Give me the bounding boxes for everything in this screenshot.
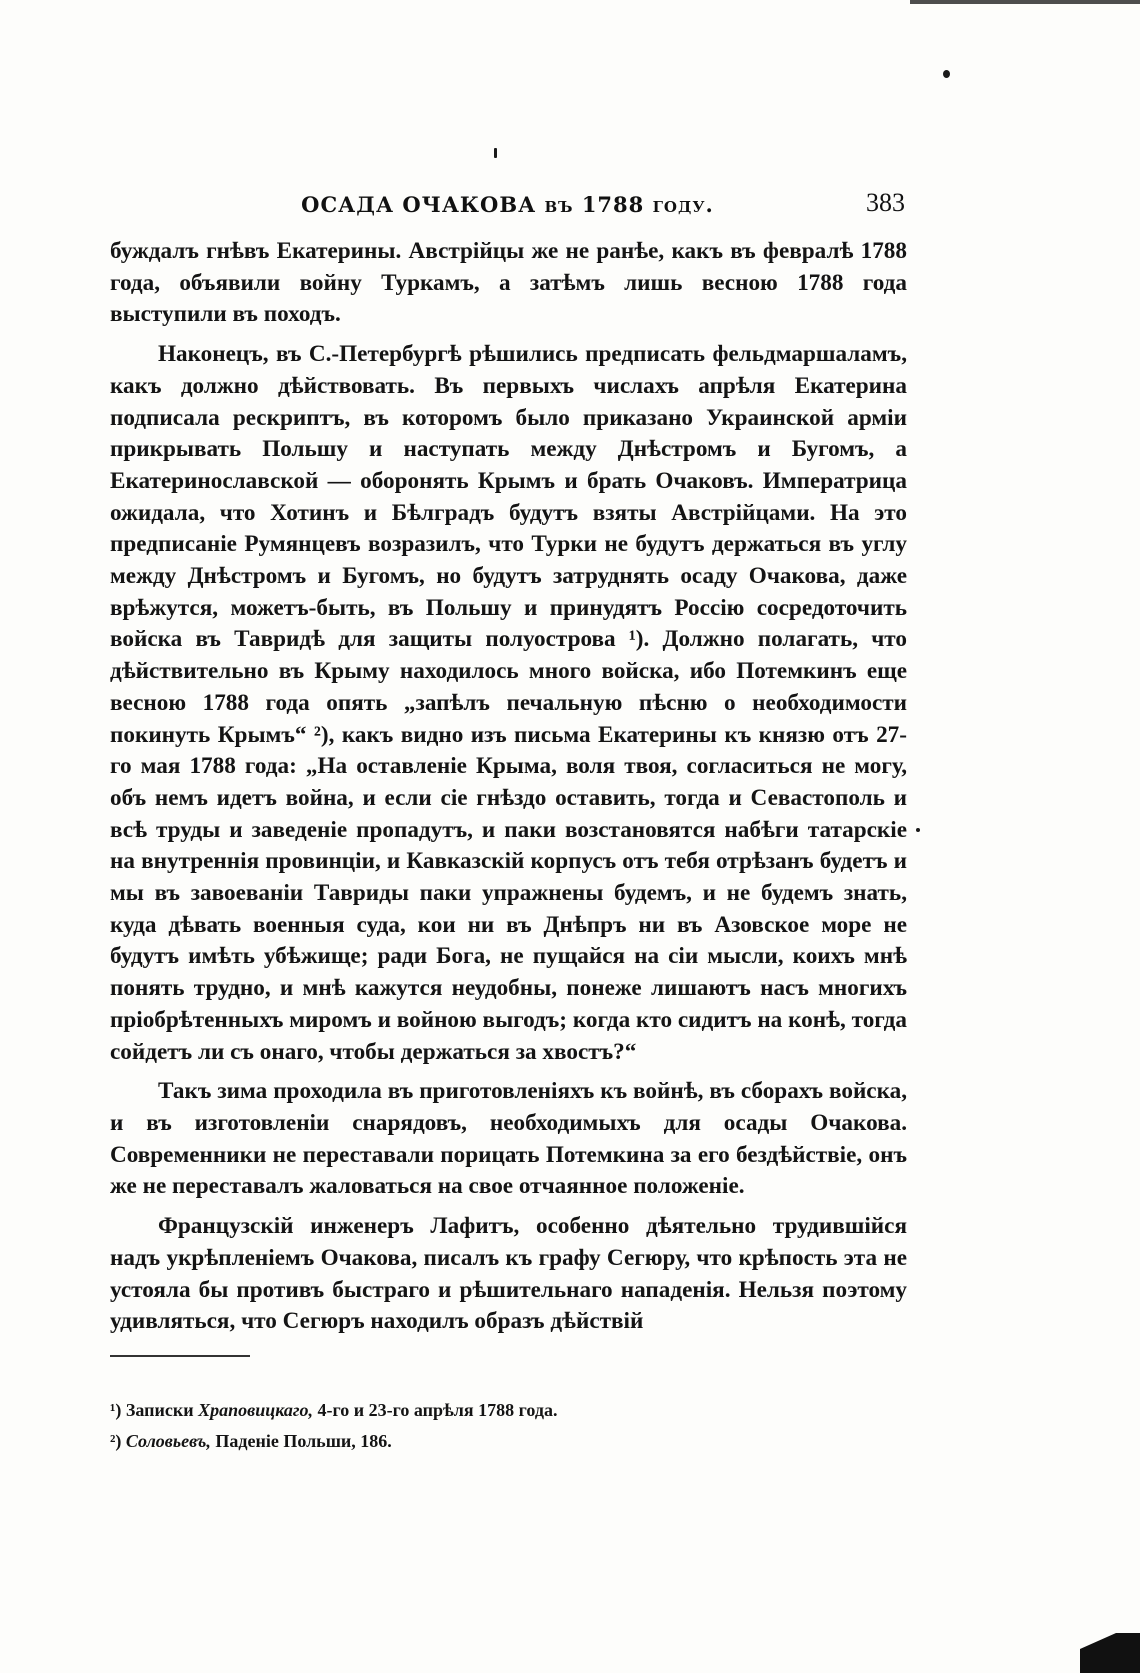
footnote-text: Записки [125, 1400, 194, 1420]
paragraph: Наконецъ, въ С.-Петербургѣ рѣшились предписать фельдмаршаламъ, какъ должно дѣйствовать. Въ первыхъ числахъ апрѣля Екатерина подписала рескриптъ, въ которомъ было приказано Украинской арміи прикрывать Польшу и наступать между Днѣстромъ и Бугомъ, а Екатеринославской — оборонять Крымъ и брать Очаковъ. Императрица ожидала, что Хотинъ и Бѣлградъ будутъ взяты Австрійцами. На это предписаніе Румянцевъ возразилъ, что Турки не будутъ держаться въ углу между Днѣстромъ и Бугомъ, но будутъ затруднять осаду Очакова, даже врѣжутся, можетъ-быть, въ Польшу и принудятъ Россію сосредоточить войска въ Тавридѣ для защиты полуострова ¹). Должно полагать, что дѣйствительно въ Крыму находилось много войска, ибо Потемкинъ еще весною 1788 года опять „запѣлъ печальную пѣсню о необходимости покинуть Крымъ“ ²), какъ видно изъ письма Екатерины къ князю отъ 27-го мая 1788 года: „На оставленіе Крыма, воля твоя, согласиться не могу, объ немъ идетъ война, и если сіе гнѣздо оставить, тогда и Севастополь и всѣ труды и заведеніе пропадутъ, и паки возстановятся набѣги татарскіе на внутреннія провинціи, и Кавказскій корпусъ отъ тебя отрѣзанъ будетъ и мы въ завоеваніи Тавриды паки упражнены будемъ, и не будемъ знать, куда дѣвать военныя суда, кои ни въ Днѣпръ ни въ Азовское море не будутъ имѣть убѣжище; ради Бога, не пущайся на сіи мысли, коихъ мнѣ понять трудно, и мнѣ кажутся неудобны, понеже лишаютъ насъ многихъ пріобрѣтенныхъ миромъ и войною выгодъ; когда кто сидитъ на конѣ, тогда сойдетъ ли съ онаго, чтобы держаться за хвостъ?“ [110, 341, 907, 1065]
ink-speck [916, 828, 920, 832]
ink-speck [494, 148, 497, 158]
footnote-author: Храповицкаго, [198, 1400, 314, 1420]
page-corner-mark [1080, 1633, 1140, 1673]
running-title: ОСАДА ОЧАКОВА въ 1788 году. [301, 192, 714, 217]
running-header [110, 186, 905, 226]
footnote-1 [110, 1395, 900, 1426]
paragraph: Такъ зима проходила въ приготовленіяхъ къ войнѣ, въ сборахъ войска, и въ изготовленіи снарядовъ, необходимыхъ для осады Очакова. Современники не переставали порицать Потемкина за его бездѣйствіе, онъ же не переставалъ жаловаться на свое отчаянное положеніе. [110, 1078, 907, 1200]
footnote-marker: ²) [110, 1431, 122, 1451]
footnote-text: Паденіе Польши, 186. [215, 1431, 392, 1451]
body-text [110, 236, 907, 1338]
page-number: 383 [866, 188, 905, 217]
ink-speck [943, 70, 950, 78]
footnote-author: Соловьевъ, [125, 1431, 211, 1451]
footnote-marker: ¹) [110, 1400, 122, 1420]
paragraph: буждалъ гнѣвъ Екатерины. Австрійцы же не ранѣе, какъ въ февралѣ 1788 года, объявили войну Туркамъ, а затѣмъ лишь весною 1788 года выступили въ походъ. [110, 238, 907, 328]
footnotes [110, 1395, 900, 1457]
footnote-2 [110, 1426, 900, 1457]
footnote-text: 4-го и 23-го апрѣля 1788 года. [317, 1400, 558, 1420]
scan-edge-rule [910, 0, 1140, 4]
footnote-rule [110, 1355, 250, 1357]
paragraph: Французскій инженеръ Лафитъ, особенно дѣятельно трудившійся надъ укрѣпленіемъ Очакова, писалъ къ графу Сегюру, что крѣпость эта не устояла бы противъ быстраго и рѣшительнаго нападенія. Нельзя поэтому удивляться, что Сегюръ находилъ образъ дѣйствій [110, 1213, 907, 1335]
